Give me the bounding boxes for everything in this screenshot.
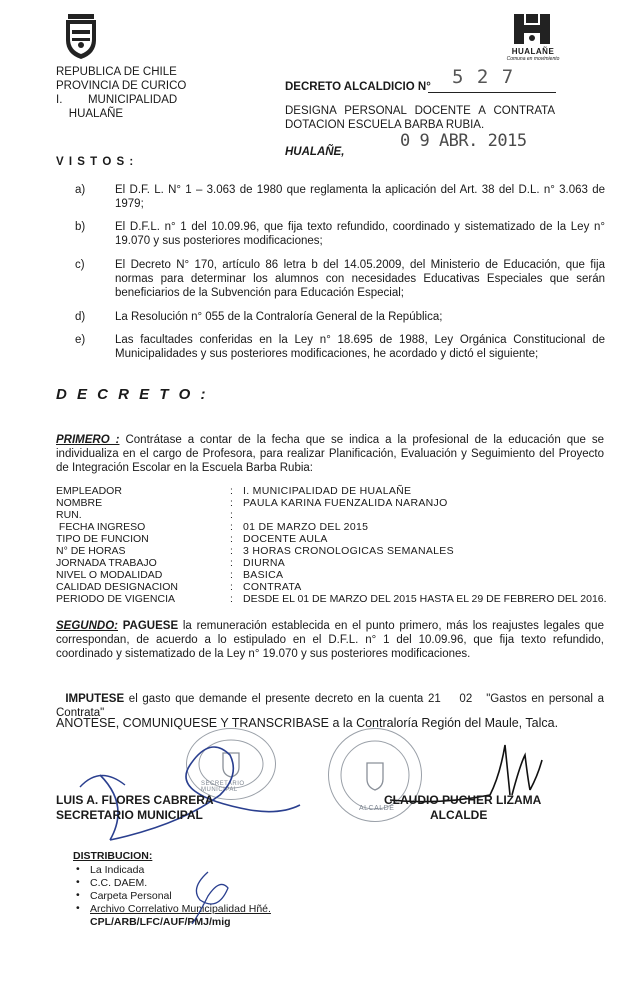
subject-line-1: DESIGNA PERSONAL DOCENTE A CONTRATA xyxy=(285,105,555,117)
detail-key: JORNADA TRABAJO xyxy=(56,557,157,569)
subject-line-2: DOTACION ESCUELA BARBA RUBIA. xyxy=(285,119,485,131)
segundo-text: la remuneración establecida en el punto primero, más los reajustes legales que correspondan, de acuerdo a lo estipulado en el D.F.L. n° 1 del 10.09.96, que fija texto refundido, coordinado y sistematizado de la Ley n° 19.070 y sus posteriores modificaciones. xyxy=(56,620,604,660)
detail-colon: : xyxy=(230,557,233,569)
visto-item-c xyxy=(75,258,605,300)
logo-text: HUALAÑE xyxy=(511,47,555,56)
detail-value: DOCENTE AULA xyxy=(243,533,328,545)
municipal-crest-icon xyxy=(62,14,100,60)
vistos-heading: V I S T O S : xyxy=(56,156,135,168)
imputese-text: el gasto que demande el presente decreto en la cuenta 21 02 "Gastos en personal a Contrata" xyxy=(56,693,608,719)
distribucion-initials: CPL/ARB/LFC/AUF/PMJ/mig xyxy=(90,916,231,928)
primero-text: Contrátase a contar de la fecha que se indica a la profesional de la educación que se individualiza en el cargo de Profesora, para realizar Planificación, Evaluación y Seguimiento del Proyecto de Integración Escolar en la Escuela Barba Rubia: xyxy=(56,434,604,474)
mayor-stamp-text: ALCALDE xyxy=(359,805,395,812)
decree-number-line xyxy=(428,92,556,93)
primero-label: PRIMERO : xyxy=(56,434,120,446)
detail-colon: : xyxy=(230,545,233,557)
detail-value: 01 DE MARZO DEL 2015 xyxy=(243,521,369,533)
detail-colon: : xyxy=(230,581,233,593)
detail-value: CONTRATA xyxy=(243,581,302,593)
distribucion-heading: DISTRIBUCION: xyxy=(73,850,153,862)
detail-key: RUN. xyxy=(56,509,82,521)
visto-item-b xyxy=(75,220,605,248)
imputese-paragraph xyxy=(56,678,608,720)
initials-scribble xyxy=(178,868,238,926)
visto-label: d) xyxy=(75,311,86,323)
visto-text: El Decreto N° 170, artículo 86 letra b del 14.05.2009, del Ministerio de Educación, que fija normas para determinar los alumnos con necesidades Educativas Especiales que serán beneficiarios de la Subvención para Educación Especial; xyxy=(115,259,605,299)
detail-colon: : xyxy=(230,569,233,581)
detail-value: DESDE EL 01 DE MARZO DEL 2015 HASTA EL 29 DE FEBRERO DEL 2016. xyxy=(243,593,607,605)
header-line-1: REPUBLICA DE CHILE xyxy=(56,66,177,78)
detail-key: TIPO DE FUNCION xyxy=(56,533,149,545)
detail-key: PERIODO DE VIGENCIA xyxy=(56,593,176,605)
detail-colon: : xyxy=(230,521,233,533)
segundo-label: SEGUNDO: xyxy=(56,620,118,632)
detail-colon: : xyxy=(230,509,233,521)
decree-label: DECRETO ALCALDICIO N° xyxy=(285,81,431,93)
distribucion-list xyxy=(76,864,271,916)
detail-value: 3 HORAS CRONOLOGICAS SEMANALES xyxy=(243,545,454,557)
detail-key: EMPLEADOR xyxy=(56,485,122,497)
right-signatory-title: ALCALDE xyxy=(430,808,488,822)
date-stamp: 0 9 ABR. 2015 xyxy=(400,131,527,151)
left-signatory-name: LUIS A. FLORES CABRERA xyxy=(56,793,214,807)
anotese-line: ANOTESE, COMUNIQUESE Y TRANSCRIBASE a la Contraloría Región del Maule, Talca. xyxy=(56,716,559,730)
detail-colon: : xyxy=(230,485,233,497)
detail-colon: : xyxy=(230,533,233,545)
hualane-logo-icon xyxy=(510,12,554,46)
visto-text: El D.F. L. N° 1 – 3.063 de 1980 que reglamenta la aplicación del Art. 38 del D.L. n° 3.063 de 1979; xyxy=(115,184,605,210)
detail-key: NIVEL O MODALIDAD xyxy=(56,569,163,581)
detail-key: N° DE HORAS xyxy=(56,545,126,557)
logo-subtext: Comuna en movimiento xyxy=(506,56,560,62)
detail-row xyxy=(56,593,626,606)
left-signatory-title: SECRETARIO MUNICIPAL xyxy=(56,808,203,822)
right-signatory-name: CLAUDIO PUCHER LIZAMA xyxy=(384,793,542,807)
segundo-paragraph xyxy=(56,619,604,661)
detail-key: CALIDAD DESIGNACION xyxy=(56,581,178,593)
visto-label: e) xyxy=(75,334,86,346)
visto-label: a) xyxy=(75,184,86,196)
detail-colon: : xyxy=(230,593,233,605)
detail-colon: : xyxy=(230,497,233,509)
header-line-4: HUALAÑE xyxy=(56,108,124,120)
decree-number: 5 2 7 xyxy=(452,66,515,88)
header-line-2: PROVINCIA DE CURICO xyxy=(56,80,187,92)
header-left-block xyxy=(56,65,256,121)
decreto-heading: D E C R E T O : xyxy=(56,386,209,403)
visto-label: b) xyxy=(75,221,86,233)
list-item: • La Indicada xyxy=(76,864,271,877)
visto-label: c) xyxy=(75,259,85,271)
detail-value: I. MUNICIPALIDAD DE HUALAÑE xyxy=(243,485,412,497)
detail-key: NOMBRE xyxy=(56,497,103,509)
secretary-stamp-text: SECRETARIO MUNICIPAL xyxy=(201,781,245,793)
primero-paragraph xyxy=(56,433,604,475)
detail-key: FECHA INGRESO xyxy=(56,521,146,533)
left-signature-scribble xyxy=(70,715,310,845)
header-line-3: I. MUNICIPALIDAD xyxy=(56,94,178,106)
visto-text: La Resolución n° 055 de la Contraloría General de la República; xyxy=(115,311,443,323)
detail-value: DIURNA xyxy=(243,557,286,569)
segundo-lead: PAGUESE xyxy=(122,620,179,632)
visto-item-e xyxy=(75,333,605,361)
detail-value: PAULA KARINA FUENZALIDA NARANJO xyxy=(243,497,448,509)
visto-text: El D.F.L. n° 1 del 10.09.96, que fija texto refundido, coordinado y sistematizado de la Ley n° 19.070 y sus posteriores modificaciones; xyxy=(115,221,605,247)
list-item: • C.C. DAEM. xyxy=(76,877,271,890)
place-label: HUALAÑE, xyxy=(285,146,345,158)
visto-item-a xyxy=(75,183,605,211)
visto-text: Las facultades conferidas en la Ley n° 18.695 de 1988, Ley Orgánica Constitucional de Municipalidades y sus posteriores modificaciones, he acordado y dictó el siguiente; xyxy=(115,334,605,360)
list-item: • Carpeta Personal xyxy=(76,890,271,903)
imputese-lead: IMPUTESE xyxy=(65,693,125,705)
detail-value: BASICA xyxy=(243,569,284,581)
visto-item-d xyxy=(75,310,605,324)
list-item: • Archivo Correlativo Municipalidad Hñé. xyxy=(76,903,271,916)
